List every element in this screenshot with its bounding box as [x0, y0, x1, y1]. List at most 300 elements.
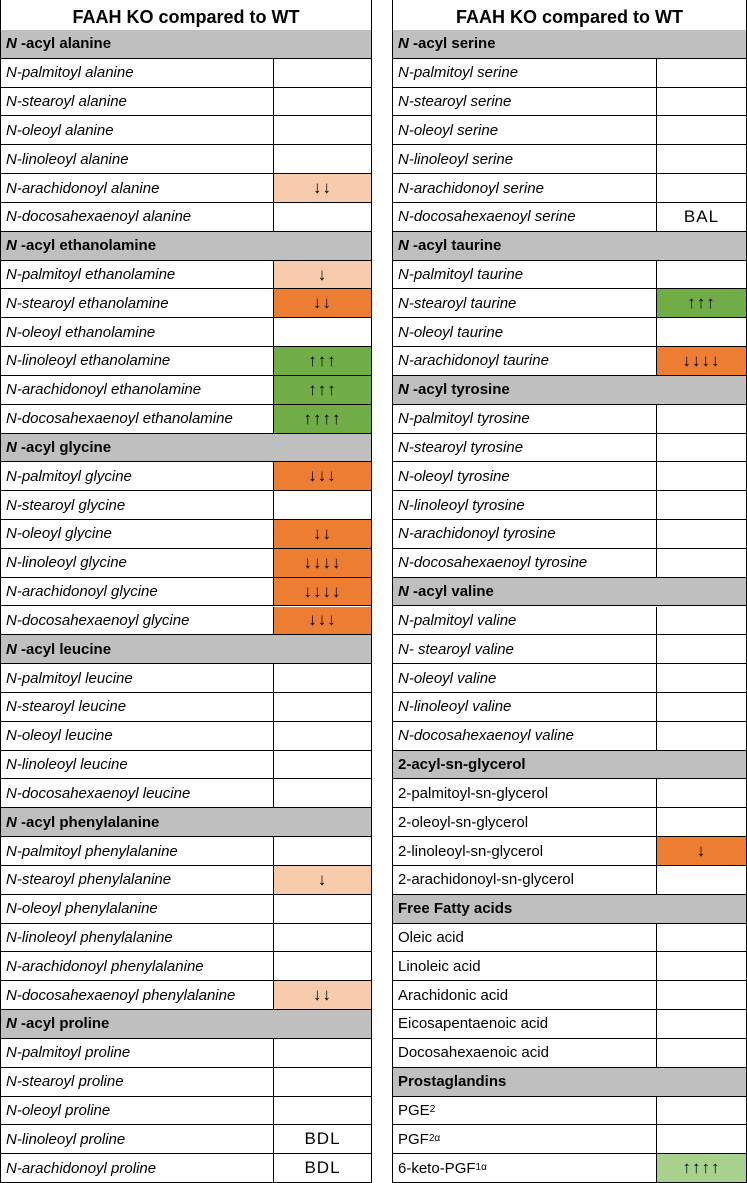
- change-cell: BDL: [273, 1154, 371, 1183]
- change-cell: [273, 203, 371, 232]
- compound-name: [398, 318, 503, 346]
- group-header-label: [398, 232, 501, 260]
- compound-name: [6, 1097, 110, 1125]
- table-row: [393, 434, 746, 463]
- name-text: N-docosahexaenoyl serine: [398, 208, 576, 226]
- table-row: [1, 693, 371, 722]
- change-cell: [656, 434, 746, 463]
- compound-name: [6, 837, 178, 865]
- group-header-label: [398, 578, 494, 606]
- name-text: N-palmitoyl glycine: [6, 467, 132, 485]
- table-row: [1, 1039, 371, 1068]
- name-text: N-arachidonoyl taurine: [398, 352, 549, 370]
- change-cell: ↑↑↑↑: [273, 405, 371, 434]
- change-cell: [656, 88, 746, 117]
- group-header-row: [393, 30, 746, 59]
- group-prefix: N: [398, 583, 409, 601]
- change-cell: ↑↑↑: [273, 376, 371, 405]
- compound-name: [6, 203, 191, 231]
- change-cell: [656, 952, 746, 981]
- name-text: N-stearoyl taurine: [398, 294, 517, 312]
- name-text: N-arachidonoyl tyrosine: [398, 525, 556, 543]
- change-cell: [273, 751, 371, 780]
- change-cell: [273, 1068, 371, 1097]
- compound-name: [6, 722, 113, 750]
- compound-name: [6, 895, 158, 923]
- compound-name: [398, 952, 481, 980]
- table-row: [393, 924, 746, 953]
- compound-name: [398, 808, 528, 836]
- compound-name: [398, 347, 549, 375]
- table-row: [393, 1097, 746, 1126]
- change-cell: [656, 59, 746, 88]
- table-row: [1, 549, 371, 578]
- compound-name: [398, 1010, 548, 1038]
- group-prefix: N: [6, 640, 17, 658]
- table-row: [393, 405, 746, 434]
- compound-name: [6, 405, 233, 433]
- compound-name: [6, 693, 126, 721]
- compound-name: [6, 664, 133, 692]
- name-text: N-docosahexaenoyl phenylalanine: [6, 986, 236, 1004]
- table-row: [1, 491, 371, 520]
- name-text: N-arachidonoyl glycine: [6, 583, 158, 601]
- name-text: -acyl alanine: [16, 35, 112, 53]
- table-row: [1, 462, 371, 491]
- table-row: [1, 924, 371, 953]
- name-text: PGF: [398, 1130, 429, 1148]
- compound-name: [6, 751, 128, 779]
- name-text: N-linoleoyl valine: [398, 698, 512, 716]
- table-row: [393, 1039, 746, 1068]
- change-cell: BAL: [656, 203, 746, 232]
- name-text: N-oleoyl taurine: [398, 323, 504, 341]
- compound-name: [398, 261, 523, 289]
- table-row: [1, 779, 371, 808]
- compound-name: [398, 981, 508, 1009]
- group-header-row: [393, 751, 746, 780]
- change-cell: [656, 318, 746, 347]
- table-row: [393, 866, 746, 895]
- right-table: [392, 30, 747, 1183]
- table-row: [1, 145, 371, 174]
- change-cell: [656, 520, 746, 549]
- compound-name: [6, 1125, 125, 1153]
- table-row: [393, 549, 746, 578]
- name-text: -acyl proline: [16, 1015, 110, 1033]
- name-text: N-docosahexaenoyl glycine: [6, 611, 190, 629]
- table-row: [393, 174, 746, 203]
- table-row: [1, 59, 371, 88]
- name-text: N-oleoyl glycine: [6, 525, 112, 543]
- group-header-row: [1, 635, 371, 664]
- name-text: N-oleoyl valine: [398, 669, 497, 687]
- compound-name: [6, 491, 125, 519]
- compound-name: [6, 952, 204, 980]
- compound-name: [398, 59, 518, 87]
- name-text: N-stearoyl alanine: [6, 93, 127, 111]
- name-text: N-stearoyl proline: [6, 1073, 124, 1091]
- name-text: N-linoleoyl glycine: [6, 554, 127, 572]
- compound-name: [398, 88, 511, 116]
- change-cell: [656, 635, 746, 664]
- change-cell: [656, 664, 746, 693]
- change-cell: [273, 664, 371, 693]
- table-row: [393, 145, 746, 174]
- compound-name: [6, 462, 132, 490]
- group-header-row: [1, 434, 371, 463]
- name-text: N-stearoyl tyrosine: [398, 438, 524, 456]
- name-text: N-linoleoyl proline: [6, 1130, 126, 1148]
- change-cell: ↓: [273, 261, 371, 290]
- compound-name: 6-keto-PGF 1α: [398, 1159, 487, 1177]
- table-row: [393, 722, 746, 751]
- group-header-label: [398, 751, 526, 779]
- compound-name: [398, 924, 464, 952]
- name-text: N-stearoyl serine: [398, 93, 512, 111]
- table-row: [393, 520, 746, 549]
- group-header-row: [393, 232, 746, 261]
- change-cell: ↓↓↓↓: [273, 578, 371, 607]
- name-text: 2-linoleoyl-sn-glycerol: [398, 842, 544, 860]
- table-row: [1, 318, 371, 347]
- name-text: N-palmitoyl taurine: [398, 266, 524, 283]
- name-text: Oleic acid: [398, 928, 464, 946]
- change-cell: [656, 1097, 746, 1126]
- table-row: [1, 376, 371, 405]
- group-header-label: [6, 30, 111, 58]
- table-row: [1, 174, 371, 203]
- right-table-panel: [392, 0, 747, 1183]
- compound-name: [6, 981, 235, 1009]
- name-text: N-linoleoyl ethanolamine: [6, 352, 171, 370]
- table-row: [1, 981, 371, 1010]
- table-row: [393, 203, 746, 232]
- name-text: -acyl phenylalanine: [16, 813, 160, 831]
- group-prefix: N: [398, 381, 409, 399]
- name-text: Free Fatty acids: [398, 900, 513, 918]
- change-cell: [656, 116, 746, 145]
- compound-name: PGE 2: [398, 1101, 436, 1119]
- table-row: [393, 779, 746, 808]
- compound-name: [398, 405, 530, 433]
- group-header-row: [1, 808, 371, 837]
- compound-name: [6, 116, 114, 144]
- group-header-label: [6, 635, 111, 663]
- table-row: [1, 1154, 371, 1183]
- table-row: [393, 261, 746, 290]
- name-text: 2-acyl-sn-glycerol: [398, 756, 526, 774]
- compound-name: [6, 1154, 156, 1182]
- compound-name: [6, 866, 171, 894]
- table-row: [393, 981, 746, 1010]
- change-cell: ↓↓↓↓: [656, 347, 746, 376]
- compound-name: [6, 924, 173, 952]
- compound-name: [6, 318, 155, 346]
- table-row: [1, 203, 371, 232]
- group-prefix: N: [6, 438, 17, 456]
- change-cell: [273, 116, 371, 145]
- name-text: Linoleic acid: [398, 957, 481, 975]
- name-text: N-oleoyl proline: [6, 1101, 111, 1119]
- name-text: N-palmitoyl serine: [398, 64, 519, 82]
- table-row: [1, 116, 371, 145]
- name-text: N-arachidonoyl proline: [6, 1159, 157, 1177]
- table-row: [1, 607, 371, 636]
- name-text: N-docosahexaenoyl tyrosine: [398, 554, 588, 572]
- group-header-label: [398, 376, 510, 404]
- table-row: [1, 952, 371, 981]
- group-prefix: N: [6, 35, 17, 53]
- change-cell: [656, 693, 746, 722]
- change-cell: [273, 837, 371, 866]
- name-text: -acyl valine: [408, 583, 494, 601]
- change-cell: [273, 491, 371, 520]
- name-text: N-oleoyl phenylalanine: [6, 900, 158, 918]
- table-row: [1, 1068, 371, 1097]
- name-text: N-arachidonoyl alanine: [6, 179, 160, 197]
- change-cell: [273, 59, 371, 88]
- name-text: N-palmitoyl alanine: [6, 64, 134, 82]
- left-table-panel: [0, 0, 372, 1183]
- change-cell: [656, 866, 746, 895]
- group-prefix: N: [6, 813, 17, 831]
- compound-name: [398, 174, 544, 202]
- change-cell: [656, 1125, 746, 1154]
- table-row: [393, 952, 746, 981]
- name-text: N-docosahexaenoyl alanine: [6, 208, 192, 226]
- table-row: [393, 693, 746, 722]
- name-text: N-oleoyl tyrosine: [398, 467, 510, 485]
- compound-name: [398, 116, 498, 144]
- compound-name: [398, 866, 574, 894]
- table-row: [393, 462, 746, 491]
- name-text: N-linoleoyl serine: [398, 150, 514, 168]
- compound-name: [6, 549, 127, 577]
- name-text: -acyl ethanolamine: [16, 237, 157, 255]
- compound-name: [398, 145, 513, 173]
- table-row: [1, 405, 371, 434]
- change-cell: [273, 1097, 371, 1126]
- change-cell: [656, 924, 746, 953]
- table-row: [1, 289, 371, 318]
- table-row: [393, 347, 746, 376]
- change-cell: BDL: [273, 1125, 371, 1154]
- name-text: Prostaglandins: [398, 1073, 507, 1091]
- compound-name: [398, 462, 510, 490]
- change-cell: ↓↓↓: [273, 462, 371, 491]
- change-cell: [656, 779, 746, 808]
- name-text: -acyl taurine: [408, 237, 502, 255]
- name-text: N- stearoyl valine: [398, 640, 514, 658]
- name-text: N-arachidonoyl serine: [398, 179, 544, 197]
- change-cell: [273, 1039, 371, 1068]
- table-row: [1, 578, 371, 607]
- group-prefix: N: [6, 1015, 17, 1033]
- name-text: N-arachidonoyl ethanolamine: [6, 381, 202, 399]
- name-text: N-palmitoyl leucine: [6, 669, 133, 687]
- compound-name: [398, 664, 496, 692]
- compound-name: [398, 289, 516, 317]
- group-header-row: [1, 1010, 371, 1039]
- name-text: Eicosapentaenoic acid: [398, 1015, 549, 1033]
- compound-name: [6, 607, 189, 635]
- change-cell: [273, 779, 371, 808]
- name-text: N-linoleoyl tyrosine: [398, 496, 525, 514]
- table-row: [1, 837, 371, 866]
- compound-name: PGF 2α: [398, 1130, 441, 1148]
- change-cell: [273, 952, 371, 981]
- compound-name: [6, 779, 190, 807]
- table-row: [393, 837, 746, 866]
- change-cell: [273, 722, 371, 751]
- name-text: 2-palmitoyl-sn-glycerol: [398, 784, 549, 802]
- change-cell: [656, 261, 746, 290]
- table-row: [393, 491, 746, 520]
- compound-name: [6, 1039, 130, 1067]
- name-text: N-palmitoyl valine: [398, 611, 517, 629]
- name-text: N-stearoyl leucine: [6, 698, 127, 716]
- compound-name: [6, 59, 134, 87]
- compound-name: [398, 837, 543, 865]
- table-row: [1, 664, 371, 693]
- group-header-label: [6, 232, 156, 260]
- change-cell: ↓↓: [273, 289, 371, 318]
- name-text: N-stearoyl glycine: [6, 496, 126, 514]
- change-cell: ↓: [273, 866, 371, 895]
- compound-name: [398, 491, 525, 519]
- compound-name: [398, 722, 574, 750]
- change-cell: [656, 174, 746, 203]
- name-text: -acyl tyrosine: [408, 381, 510, 399]
- name-text: 6-keto-PGF: [398, 1159, 476, 1177]
- change-cell: [656, 145, 746, 174]
- change-cell: ↓↓: [273, 981, 371, 1010]
- compound-name: [398, 607, 516, 635]
- name-text: N-palmitoyl tyrosine: [398, 410, 530, 428]
- name-text: N-docosahexaenoyl ethanolamine: [6, 410, 233, 428]
- compound-name: [6, 289, 169, 317]
- change-cell: [273, 693, 371, 722]
- change-cell: [656, 462, 746, 491]
- change-cell: ↑↑↑↑: [656, 1154, 746, 1183]
- change-cell: [656, 549, 746, 578]
- change-cell: ↑↑↑: [273, 347, 371, 376]
- name-text: N-linoleoyl alanine: [6, 150, 129, 168]
- change-cell: ↓: [656, 837, 746, 866]
- table-row: [1, 1125, 371, 1154]
- name-text: N-palmitoyl proline: [6, 1044, 131, 1062]
- compound-name: [6, 174, 159, 202]
- table-row: [393, 1154, 746, 1183]
- change-cell: [273, 895, 371, 924]
- group-header-row: [1, 30, 371, 59]
- table-row: [393, 116, 746, 145]
- change-cell: ↑↑↑: [656, 289, 746, 318]
- compound-name: [398, 434, 523, 462]
- table-row: [393, 318, 746, 347]
- compound-name: [398, 203, 576, 231]
- compound-name: [6, 578, 158, 606]
- table-row: [1, 88, 371, 117]
- change-cell: [273, 88, 371, 117]
- change-cell: ↓↓↓: [273, 607, 371, 636]
- group-header-label: [398, 1068, 506, 1096]
- table-row: [393, 808, 746, 837]
- table-row: [393, 289, 746, 318]
- group-header-row: [393, 376, 746, 405]
- name-text: Arachidonic acid: [398, 986, 509, 1004]
- table-row: [1, 261, 371, 290]
- change-cell: [273, 924, 371, 953]
- compound-name: [6, 347, 170, 375]
- table-row: [1, 895, 371, 924]
- name-text: -acyl glycine: [16, 438, 112, 456]
- compound-name: [398, 635, 514, 663]
- name-text: N-stearoyl ethanolamine: [6, 294, 169, 312]
- right-column-title: FAAH KO compared to WT: [392, 0, 747, 30]
- table-row: [393, 1125, 746, 1154]
- compound-name: [398, 520, 556, 548]
- table-row: [1, 347, 371, 376]
- change-cell: [656, 1039, 746, 1068]
- table-row: [1, 866, 371, 895]
- group-header-row: [393, 578, 746, 607]
- table-row: [1, 722, 371, 751]
- change-cell: [656, 1010, 746, 1039]
- compound-name: [6, 88, 127, 116]
- compound-name: [398, 1039, 549, 1067]
- name-text: N-docosahexaenoyl valine: [398, 727, 574, 745]
- name-text: N-oleoyl alanine: [6, 121, 114, 139]
- change-cell: [656, 405, 746, 434]
- compound-name: [6, 376, 201, 404]
- change-cell: [656, 607, 746, 636]
- name-text: -acyl serine: [408, 35, 496, 53]
- name-text: 2-oleoyl-sn-glycerol: [398, 813, 529, 831]
- name-text: N-palmitoyl phenylalanine: [6, 842, 178, 860]
- name-text: N-oleoyl serine: [398, 121, 499, 139]
- table-row: [393, 664, 746, 693]
- left-column-title: FAAH KO compared to WT: [0, 0, 372, 30]
- change-cell: [656, 722, 746, 751]
- table-row: [1, 1097, 371, 1126]
- group-header-label: [6, 434, 111, 462]
- group-prefix: N: [398, 35, 409, 53]
- change-cell: [273, 145, 371, 174]
- table-row: [1, 520, 371, 549]
- group-header-label: [6, 808, 159, 836]
- name-text: N-oleoyl ethanolamine: [6, 323, 156, 341]
- group-prefix: N: [6, 237, 17, 255]
- left-table: [0, 30, 372, 1183]
- name-text: Docosahexaenoic acid: [398, 1044, 549, 1062]
- name-text: PGE: [398, 1101, 430, 1119]
- compound-name: [6, 261, 175, 289]
- name-text: N-stearoyl phenylalanine: [6, 871, 172, 889]
- change-cell: [273, 318, 371, 347]
- name-text: 2-arachidonoyl-sn-glycerol: [398, 871, 574, 889]
- name-text: N-arachidonoyl phenylalanine: [6, 957, 204, 975]
- compound-name: [398, 779, 548, 807]
- name-text: N-docosahexaenoyl leucine: [6, 784, 191, 802]
- change-cell: [656, 981, 746, 1010]
- change-cell: ↓↓: [273, 174, 371, 203]
- table-row: [393, 635, 746, 664]
- table-row: [393, 59, 746, 88]
- group-prefix: N: [398, 237, 409, 255]
- group-header-label: [398, 895, 512, 923]
